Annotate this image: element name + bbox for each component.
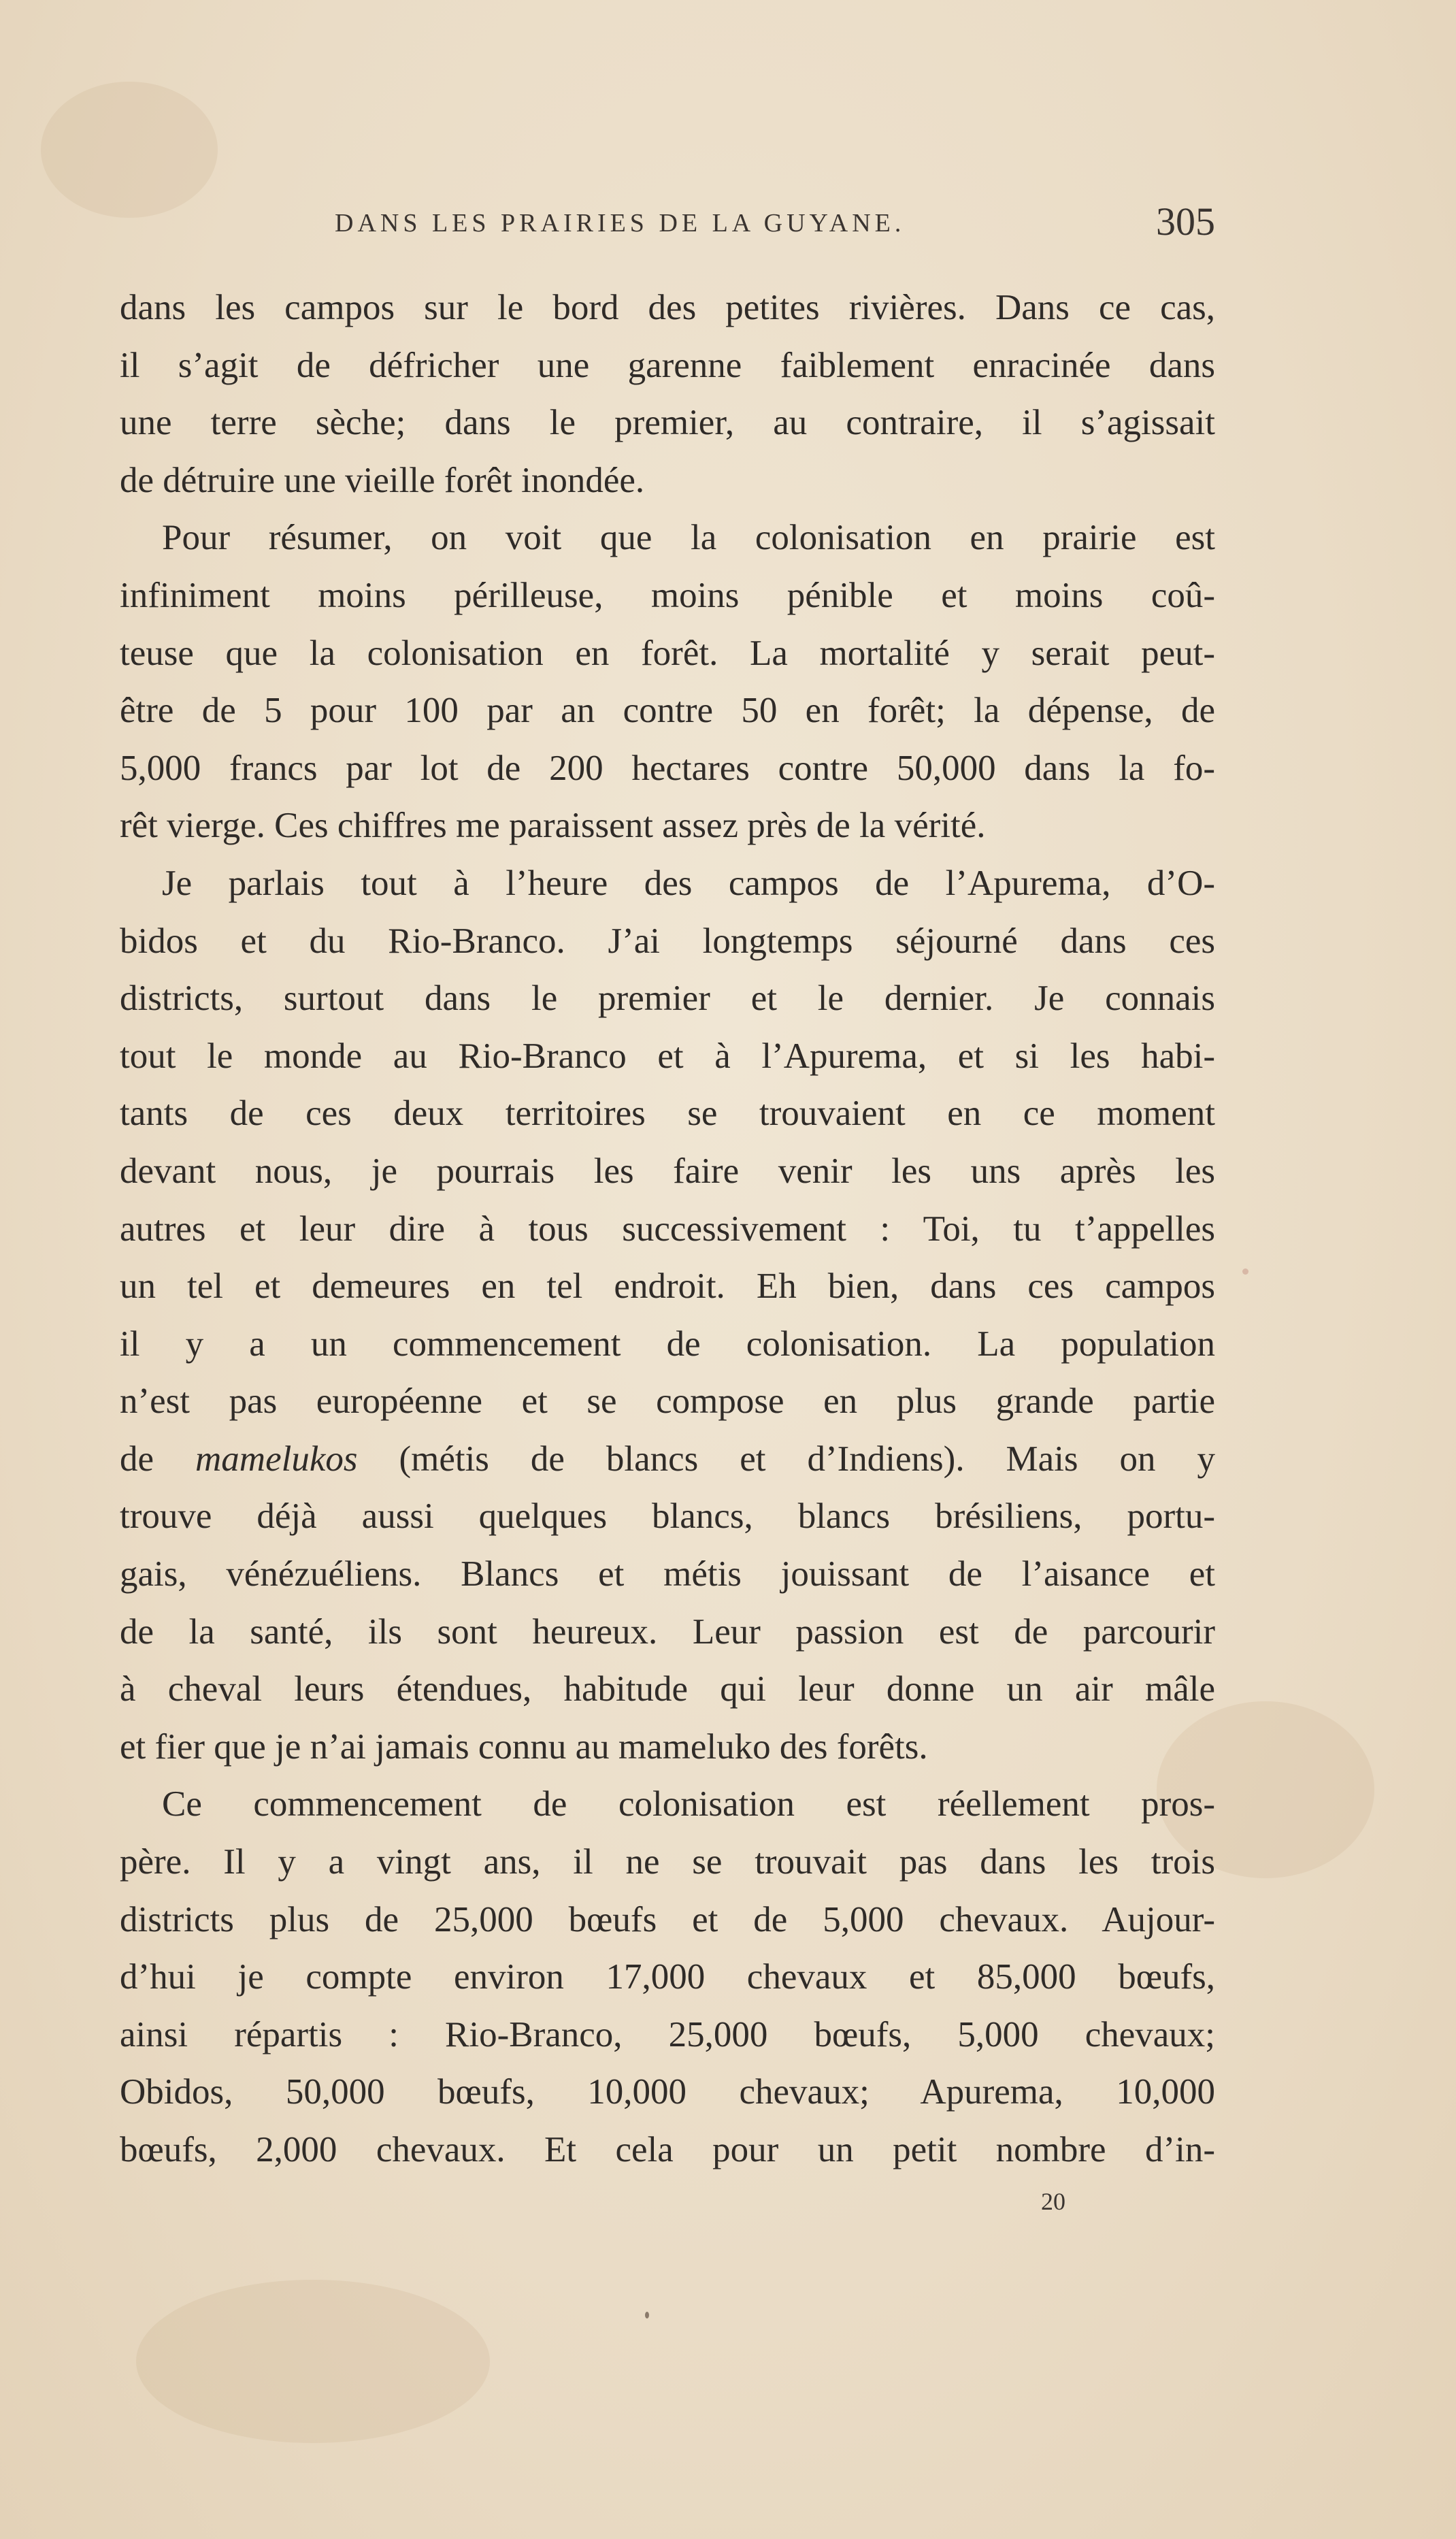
body-text <box>120 279 1215 2179</box>
text-line: Pour résumer, on voit que la colonisation en prairie est <box>162 518 1215 558</box>
signature-mark: 20 <box>1041 2188 1065 2215</box>
text-line: infiniment moins périlleuse, moins pénible et moins coû- <box>120 575 1215 615</box>
text-line: bœufs, 2,000 chevaux. Et cela pour un petit nombre d’in- <box>120 2130 1215 2169</box>
ink-speck <box>1242 1268 1248 1275</box>
text-line: districts plus de 25,000 bœufs et de 5,000 chevaux. Aujour- <box>120 1899 1215 1939</box>
text-line: 5,000 francs par lot de 200 hectares contre 50,000 dans la fo- <box>120 748 1215 788</box>
text-line: il s’agit de défricher une garenne faiblement enracinée dans <box>120 345 1215 385</box>
text-fragment: de <box>120 1439 154 1479</box>
text-fragment: (métis de blancs et d’Indiens). Mais on y <box>399 1439 1216 1479</box>
text-line: Ce commencement de colonisation est réellement pros- <box>162 1784 1215 1824</box>
text-line: n’est pas européenne et se compose en plus grande partie <box>120 1381 1215 1422</box>
ink-speck <box>645 2312 649 2319</box>
paper-stain <box>41 82 218 218</box>
page-header <box>120 199 1215 246</box>
running-title: DANS LES PRAIRIES DE LA GUYANE. <box>335 209 906 237</box>
text-line: à cheval leurs étendues, habitude qui leur donne un air mâle <box>120 1669 1215 1709</box>
text-line <box>120 1430 1215 1488</box>
text-line: districts, surtout dans le premier et le dernier. Je connais <box>120 979 1215 1019</box>
text-line: ainsi répartis : Rio-Branco, 25,000 bœufs, 5,000 chevaux; <box>120 2014 1215 2054</box>
text-line: gais, vénézuéliens. Blancs et métis jouissant de l’aisance et <box>120 1554 1215 1594</box>
text-line: de détruire une vieille forêt inondée. <box>120 460 645 500</box>
text-line: tout le monde au Rio-Branco et à l’Apurema, et si les habi- <box>120 1036 1215 1076</box>
text-line: et fier que je n’ai jamais connu au mameluko des forêts. <box>120 1726 928 1767</box>
text-line: être de 5 pour 100 par an contre 50 en forêt; la dépense, de <box>120 691 1215 731</box>
text-line: bidos et du Rio-Branco. J’ai longtemps séjourné dans ces <box>120 921 1215 961</box>
text-line: Je parlais tout à l’heure des campos de l’Apurema, d’O- <box>162 863 1215 903</box>
paper-stain <box>136 2280 490 2443</box>
text-line: trouve déjà aussi quelques blancs, blancs brésiliens, portu- <box>120 1496 1215 1537</box>
text-line: père. Il y a vingt ans, il ne se trouvait pas dans les trois <box>120 1842 1215 1882</box>
text-line: rêt vierge. Ces chiffres me paraissent assez près de la vérité. <box>120 806 986 846</box>
page-number: 305 <box>1156 199 1215 244</box>
text-line: d’hui je compte environ 17,000 chevaux et 85,000 bœufs, <box>120 1957 1215 1997</box>
text-line: un tel et demeures en tel endroit. Eh bien, dans ces campos <box>120 1266 1215 1307</box>
italic-term: mamelukos <box>195 1439 358 1479</box>
text-line: teuse que la colonisation en forêt. La mortalité y serait peut- <box>120 633 1215 673</box>
text-line: dans les campos sur le bord des petites rivières. Dans ce cas, <box>120 288 1215 327</box>
text-line: devant nous, je pourrais les faire venir les uns après les <box>120 1151 1215 1191</box>
text-line: tants de ces deux territoires se trouvaient en ce moment <box>120 1094 1215 1134</box>
text-line: il y a un commencement de colonisation. La population <box>120 1324 1215 1364</box>
text-line: Obidos, 50,000 bœufs, 10,000 chevaux; Apurema, 10,000 <box>120 2072 1215 2112</box>
text-line: de la santé, ils sont heureux. Leur passion est de parcourir <box>120 1611 1215 1652</box>
text-line: une terre sèche; dans le premier, au contraire, il s’agissait <box>120 403 1215 443</box>
text-line: autres et leur dire à tous successivement : Toi, tu t’appelles <box>120 1209 1215 1249</box>
